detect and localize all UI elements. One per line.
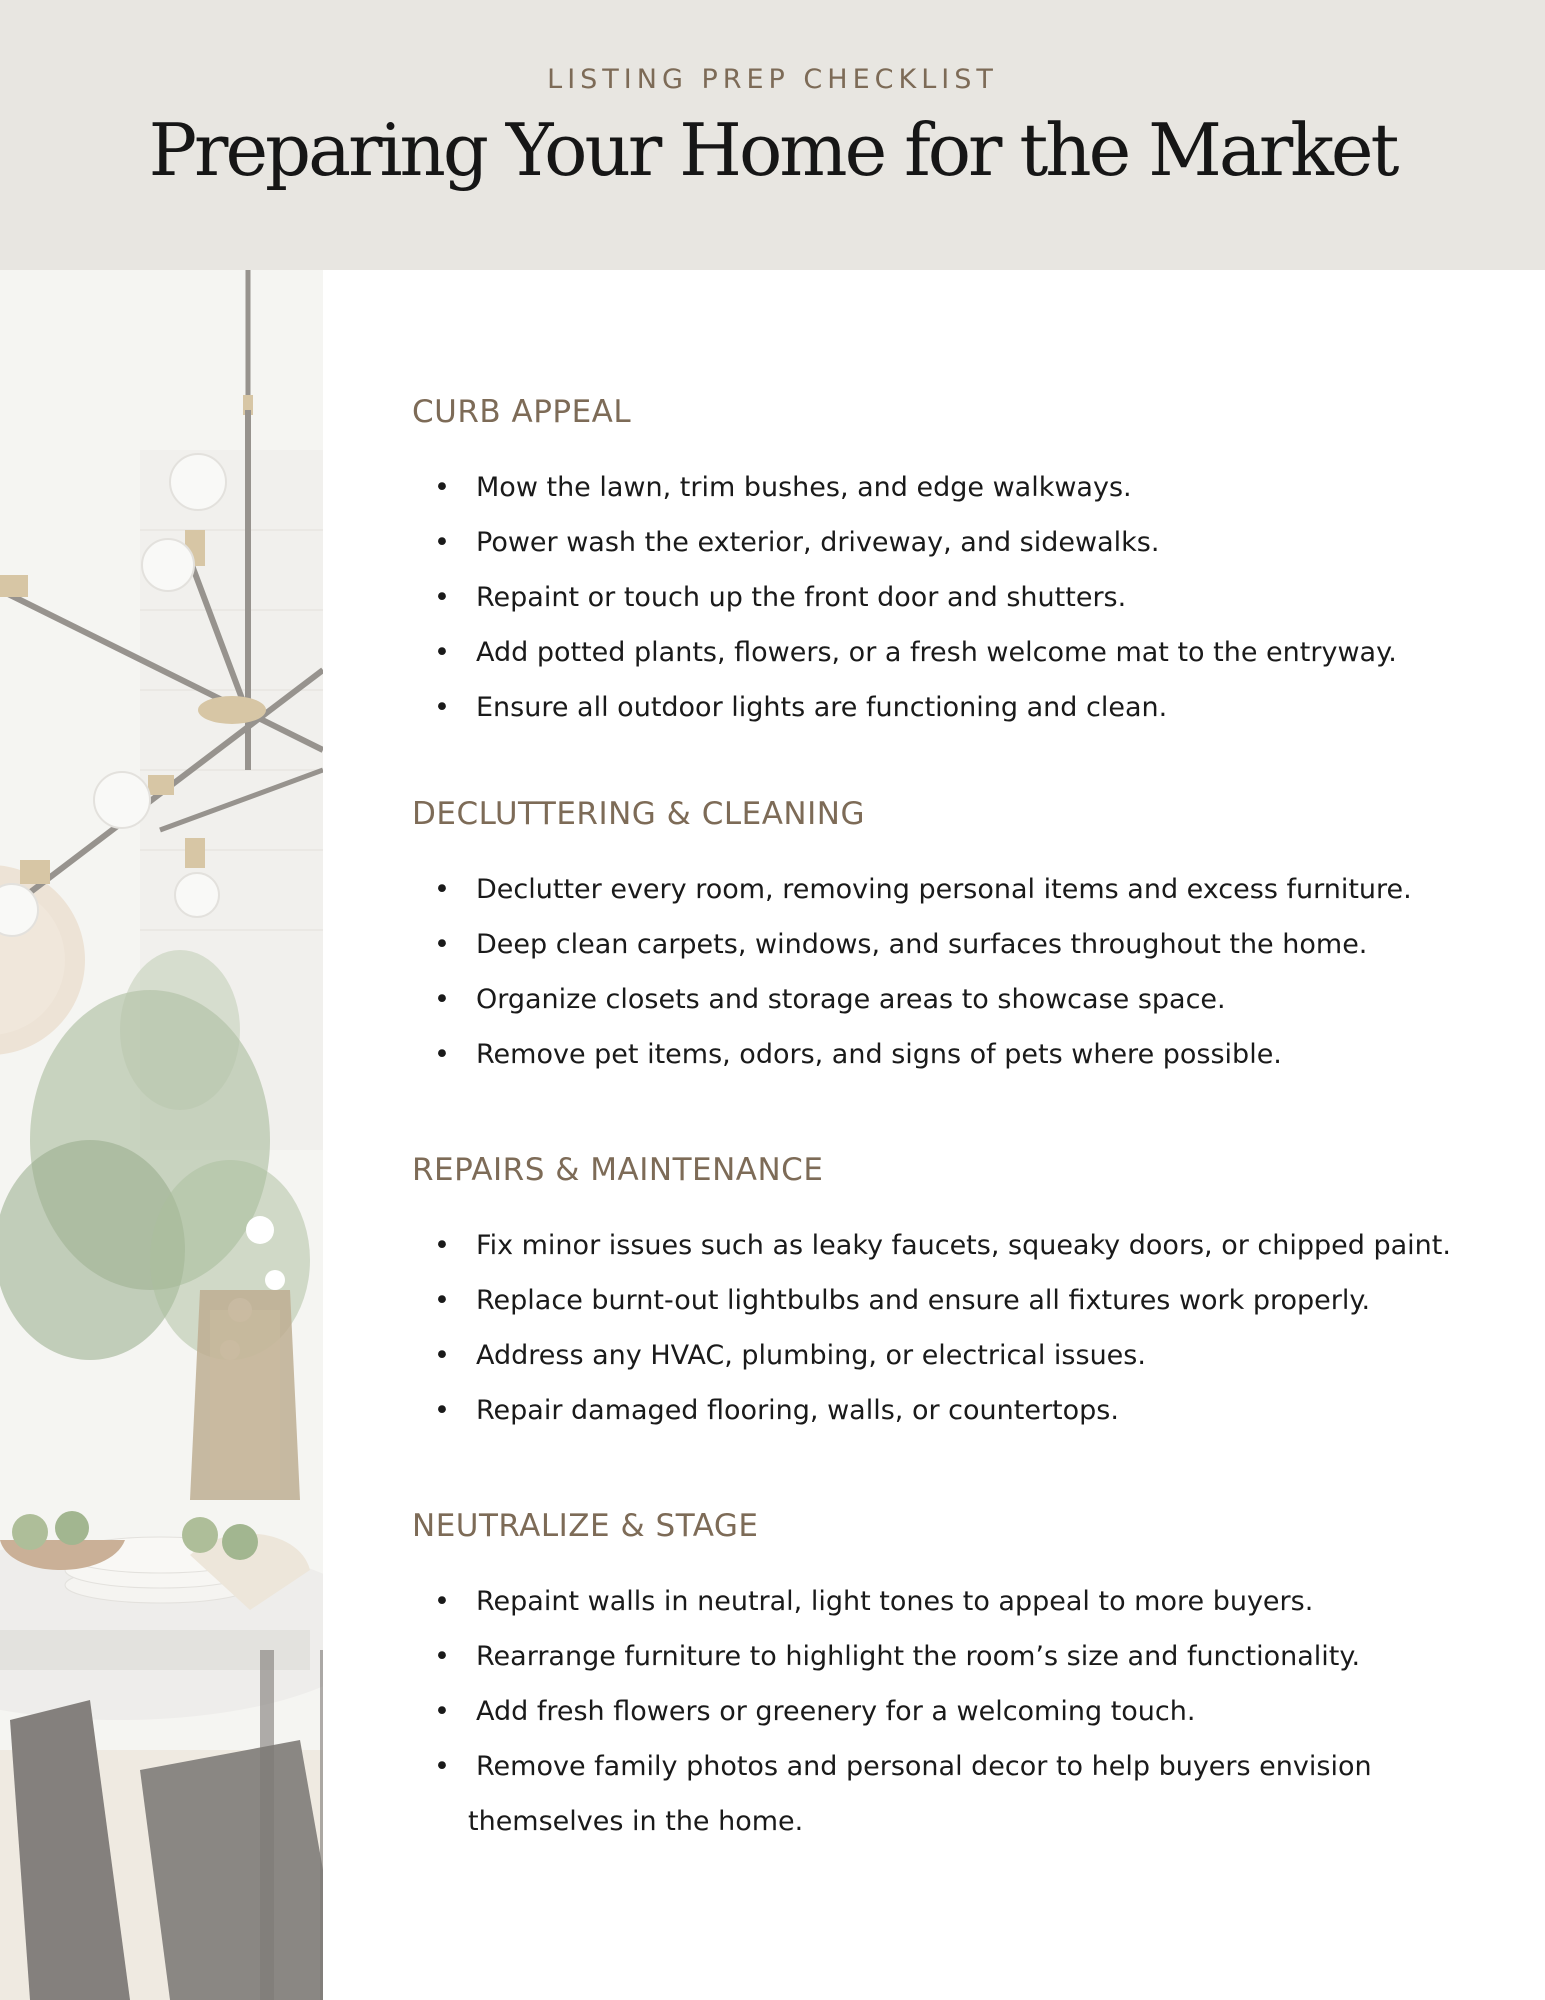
section-title-neutralize-stage: NEUTRALIZE & STAGE	[412, 1508, 759, 1544]
bullet: •	[434, 1230, 450, 1261]
list-item-text: Add fresh flowers or greenery for a welcoming touch.	[476, 1696, 1196, 1727]
bullet: •	[434, 984, 450, 1015]
bullet: •	[434, 874, 450, 905]
list-item-text: Repaint walls in neutral, light tones to appeal to more buyers.	[476, 1586, 1314, 1617]
list-item-text: Power wash the exterior, driveway, and sidewalks.	[476, 527, 1160, 558]
bullet: •	[434, 1641, 450, 1672]
list-item-text: Declutter every room, removing personal items and excess furniture.	[476, 874, 1412, 905]
list-item-text: Mow the lawn, trim bushes, and edge walkways.	[476, 472, 1132, 503]
list-item-text: Replace burnt-out lightbulbs and ensure all fixtures work properly.	[476, 1285, 1371, 1316]
bullet: •	[434, 472, 450, 503]
interior-photo	[0, 270, 323, 2000]
bullet: •	[434, 582, 450, 613]
list-item-text: Rearrange furniture to highlight the room’s size and functionality.	[476, 1641, 1361, 1672]
bullet: •	[434, 929, 450, 960]
eyebrow-label: LISTING PREP CHECKLIST	[547, 64, 998, 95]
list-item-text: Deep clean carpets, windows, and surfaces throughout the home.	[476, 929, 1368, 960]
list-item-text: Repair damaged flooring, walls, or countertops.	[476, 1395, 1119, 1426]
bullet: •	[434, 1395, 450, 1426]
bullet: •	[434, 1340, 450, 1371]
bullet: •	[434, 527, 450, 558]
list-item-text: Address any HVAC, plumbing, or electrical issues.	[476, 1340, 1146, 1371]
section-title-repairs-maintenance: REPAIRS & MAINTENANCE	[412, 1152, 824, 1188]
list-item-text: Repaint or touch up the front door and shutters.	[476, 582, 1127, 613]
bullet: •	[434, 692, 450, 723]
list-item-text: themselves in the home.	[468, 1806, 804, 1837]
section-title-decluttering-cleaning: DECLUTTERING & CLEANING	[412, 796, 865, 832]
bullet: •	[434, 1696, 450, 1727]
bullet: •	[434, 1285, 450, 1316]
section-title-curb-appeal: CURB APPEAL	[412, 394, 632, 430]
list-item-text: Add potted plants, flowers, or a fresh welcome mat to the entryway.	[476, 637, 1397, 668]
page-title: Preparing Your Home for the Market	[148, 108, 1397, 192]
header-band	[0, 0, 1545, 270]
list-item-text: Fix minor issues such as leaky faucets, squeaky doors, or chipped paint.	[476, 1230, 1451, 1261]
list-item-text: Remove pet items, odors, and signs of pets where possible.	[476, 1039, 1282, 1070]
bullet: •	[434, 1751, 450, 1782]
bullet: •	[434, 1586, 450, 1617]
bullet: •	[434, 1039, 450, 1070]
list-item-text: Remove family photos and personal decor to help buyers envision	[476, 1751, 1372, 1782]
list-item-text: Ensure all outdoor lights are functioning and clean.	[476, 692, 1168, 723]
bullet: •	[434, 637, 450, 668]
list-item-text: Organize closets and storage areas to showcase space.	[476, 984, 1226, 1015]
